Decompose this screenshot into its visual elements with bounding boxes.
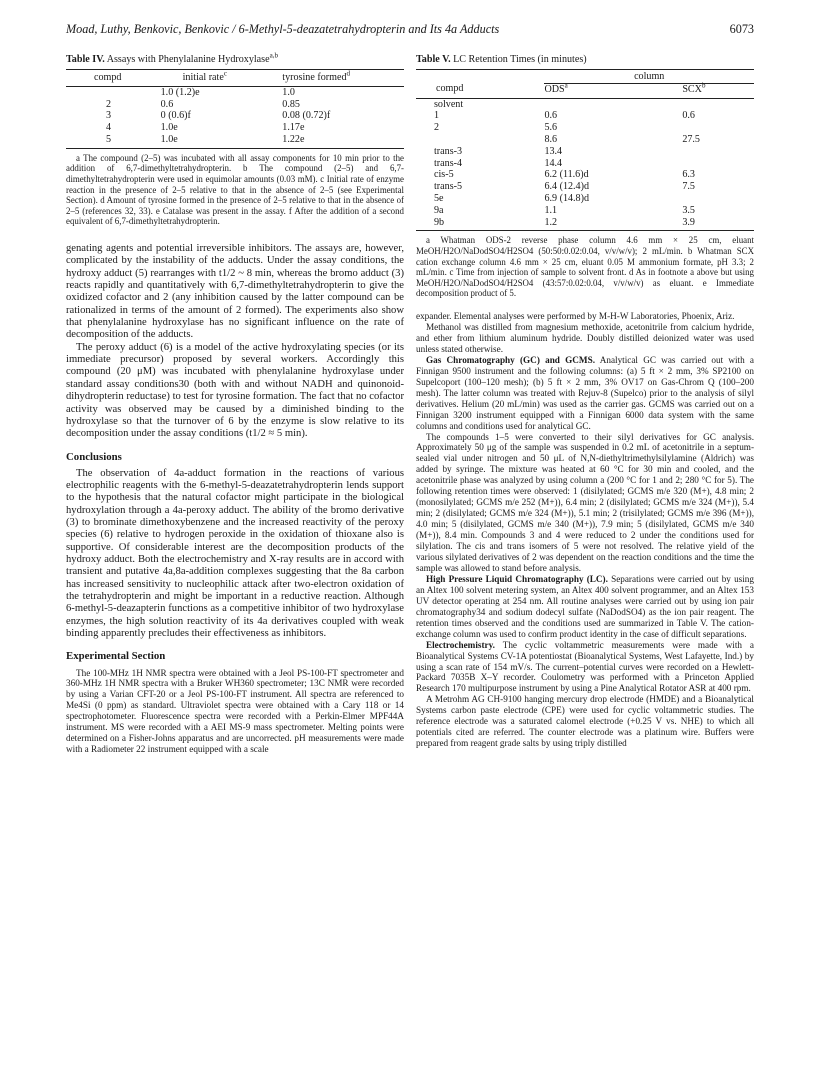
- experimental-heading: Experimental Section: [66, 650, 166, 663]
- table5-cell: 8.6: [544, 134, 558, 146]
- running-head-title: Moad, Luthy, Benkovic, Benkovic / 6-Methyl-5-deazatetrahydropterin and Its 4a Adducts: [66, 22, 500, 36]
- hplc-heading: High Pressure Liquid Chromatography (LC).: [426, 573, 608, 584]
- table4-row: [66, 122, 404, 134]
- table-4-caption-sup: a,b: [269, 51, 279, 60]
- table-4-caption: [66, 51, 404, 66]
- table5-cell: 5.6: [544, 122, 558, 134]
- paragraph: A Metrohm AG CH-9100 hanging mercury drop electrode (HMDE) and a Bioanalytical Systems carbon paste electrode (CPE) were used for cyclic voltammetric studies. The reference electrode was a saturated calomel electrode (+0.25 V vs. NHE) to which all potentials cited are referred. The counter electrode was a platinum wire. Buffers were prepared from reagent grade salts by using triply distilled: [416, 694, 754, 749]
- table5-cell: cis-5: [434, 169, 454, 181]
- table4-row: [66, 99, 404, 111]
- table-4-title: Assays with Phenylalanine Hydroxylase: [106, 54, 270, 65]
- table5-cell: 6.2 (11.6)d: [544, 169, 589, 181]
- table-5-header-ods: ODS$^a$: [544, 83, 682, 98]
- table5-row: [416, 193, 754, 205]
- running-header: [66, 22, 754, 38]
- table5-cell: [544, 98, 682, 110]
- table4-cell: 1.0 (1.2)e: [160, 86, 200, 98]
- table-5-label: Table V.: [416, 54, 451, 65]
- page-number: 6073: [729, 22, 754, 36]
- table-5-group-header: column: [634, 71, 665, 83]
- table4-cell: 0.08 (0.72)f: [282, 110, 331, 122]
- table5-row: [416, 98, 754, 110]
- table-5-caption: [416, 54, 754, 66]
- table5-cell: [416, 134, 544, 146]
- table5-cell: 6.9 (14.8)d: [544, 193, 590, 205]
- table5-row: [416, 181, 754, 193]
- table-5-title: LC Retention Times (in minutes): [453, 54, 587, 65]
- table5-row: [416, 217, 754, 229]
- table4-row: [66, 134, 404, 146]
- table5-cell: 0.6: [682, 110, 695, 122]
- hplc-section: [416, 574, 754, 640]
- paragraph: expander. Elemental analyses were performed by M-H-W Laboratories, Phoenix, Ariz.: [416, 311, 735, 322]
- table-4-header-compd: compd: [94, 72, 122, 84]
- table-5: [416, 69, 754, 228]
- table5-cell: trans-5: [434, 181, 463, 193]
- table-4-body: [66, 86, 404, 145]
- electrochem-text: The cyclic voltammetric measurements were made with a Bioanalytical Systems CV-1A potentiostat (Bioanalytical Systems, West Lafayette, Ind.) by using a scan rate of 154 mV/s. The current–potential curves were recorded on a Hewlett-Packard 7035B X–Y recorder. Coulometry was performed with a Princeton Applied Research 170 multipurpose instrument by using a Pine Analytical Rotator ASR at 400 rpm.: [416, 639, 754, 694]
- table5-cell: 7.5: [682, 181, 695, 193]
- right-body-text: [416, 311, 754, 749]
- table-4-footnote: a The compound (2–5) was incubated with all assay components for 10 min prior to the addition of 6,7-dimethyltetrahydropterin. b The compound (2–5) and 6,7-dimethyltetrahydropterin were used in equimolar amounts (0.03 mM). c Initial rate of enzyme reaction in the presence of 2–5 relative to that in the absence of 2–5 (see Experimental Section). d Amount of tyrosine formed in the presence of 2–5 relative to that in the absence of 2–5 (references 32, 33). e Catalase was present in the assay. f After the addition of a second equivalent of 6,7-dimethyltetrahydropterin.: [66, 152, 404, 227]
- table5-row: [416, 134, 754, 146]
- experimental-text: The 100-MHz 1H NMR spectra were obtained with a Jeol PS-100-FT spectrometer and 360-MHz 1H NMR spectra with a Bruker WH360 spectrometer; 13C NMR were recorded by using a Varian CFT-20 or a Jeol PS-100-FT instrument. All spectra are referenced to Me4Si (0 ppm) as standard. Ultraviolet spectra were obtained with a Cary 118 or 14 spectrophotometer. Fluorescence spectra were recorded with a Perkin-Elmer MPF44A instrument. MS were recorded with a AEI MS-9 mass spectrometer. Melting points were determined on a Fisher-Johns apparatus and are uncorrected. pH measurements were made with a Radiometer 22 instrument equipped with a scale: [66, 667, 404, 755]
- paragraph: genating agents and potential irreversible inhibitors. The assays are, however, complicated by the instability of the adducts. Under the assay conditions, the hydroxy adduct (5) rearranges with t1/2 ~ 8 min, whereas the bromo adduct (3) reacts rapidly and quantitatively with 6,7-dimethyltetrahydropterin to give the oxidized cofactor and 2 (any inhibition caused by the latter compound can be rationalized in terms of the amount of 2 formed). The experiments also show that phenylalanine hydroxylase has no significant influence on the rate of decomposition of the adducts.: [66, 243, 404, 341]
- table5-row: [416, 158, 754, 170]
- table5-cell: 13.4: [544, 145, 563, 157]
- electrochem-heading: Electrochemistry.: [426, 639, 495, 650]
- table4-cell: 1.0e: [160, 122, 178, 134]
- table5-cell: [682, 98, 754, 110]
- table5-row: [416, 169, 754, 181]
- table4-cell: 1.0: [282, 86, 295, 98]
- left-column: [66, 51, 404, 755]
- table-5-header-scx: SCX$^b$: [682, 83, 754, 98]
- table5-row: [416, 205, 754, 217]
- table5-cell: 9b: [434, 216, 445, 228]
- table5-cell: solvent: [434, 98, 464, 110]
- table5-cell: 6.4 (12.4)d: [544, 181, 590, 193]
- table5-cell: 1.1: [544, 204, 558, 216]
- paragraph: The peroxy adduct (6) is a model of the active hydroxylating species (or its immediate precursor) proposed by several workers. Accordingly this compound (20 μM) was incubated with phenylalanine hydroxylase under standard assay conditions30 (both with and without NADH and quinonoid-dihydropterin reductase) to test for tyrosine formation. The fact that no cofactor activity was observed may be caused by a diminished binding to the hydroxylase so that the turnover of 6 by the enzyme is slow relative to its decomposition under the assay conditions (t1/2 ≈ 5 min).: [66, 341, 404, 440]
- table5-cell: [682, 122, 754, 134]
- table5-row: [416, 122, 754, 134]
- table4-cell: 0 (0.6)f: [160, 110, 191, 122]
- table4-row: [66, 110, 404, 122]
- table5-cell: 0.6: [544, 110, 558, 122]
- table4-cell: 2: [106, 98, 112, 110]
- table4-cell: 1.17e: [282, 122, 305, 134]
- table-4-header-rate: initial rate$^c$: [182, 69, 227, 84]
- electrochem-section: [416, 640, 754, 695]
- table5-cell: 1: [434, 110, 440, 122]
- conclusions-heading: Conclusions: [66, 450, 122, 463]
- table5-cell: 6.3: [682, 169, 695, 181]
- right-column: [416, 54, 754, 749]
- table4-cell: [66, 86, 161, 98]
- table5-cell: 27.5: [682, 134, 700, 146]
- table5-cell: 14.4: [544, 157, 563, 169]
- table5-row: [416, 146, 754, 158]
- hplc-text: Separations were carried out by using an Altex 100 solvent metering system, an Altex 400 solvent programmer, and an Altex 153 UV detector operating at 254 nm. All routine analyses were carried out by using ion pair chromatography34 and sodium dodecyl sulfate (NaDodSO4) as the ion pair reagent. The retention times observed and the conditions used are summarized in Table V. The cation-exchange column was used to confirm product identity in the case of difficult separations.: [416, 573, 754, 639]
- table5-cell: 2: [434, 122, 440, 134]
- table5-cell: 3.9: [682, 216, 695, 228]
- table-5-footnote: a Whatman ODS-2 reverse phase column 4.6 mm × 25 cm, eluant MeOH/H2O/NaDodSO4/H2SO4 (50:50:0.02:0.04, v/v/w/v); 2 mL/min. b Whatman SCX cation exchange column 4.6 mm × 25 cm, eluant 0.05 M ammonium formate, pH 3.3; 2 mL/min. c Time from injection of sample to solvent front. d As in footnote a above but using MeOH/H2O/NaDodSO4/H2SO4 (43:57:0.02:0.04, v/v/w/v) as eluant. e Immediate decomposition product of 5.: [416, 235, 754, 299]
- gc-heading: Gas Chromatography (GC) and GCMS.: [426, 354, 595, 365]
- table4-cell: 5: [106, 134, 112, 146]
- table5-cell: [682, 158, 754, 170]
- table4-cell: 0.6: [160, 98, 174, 110]
- gc-section: [416, 355, 754, 432]
- table5-cell: 9a: [434, 204, 444, 216]
- table-5-header-compd: compd: [436, 83, 464, 95]
- conclusions-text: The observation of 4a-adduct formation in the reactions of various electrophilic reagents with the 6-methyl-5-deazatetrahydropterin lends support to the hypothesis that the natural cofactor might participate in the biological hydroxylation through a 4a-peroxy adduct. The ability of the bromo derivative (3) to brominate dimethoxybenzene and the increased reactivity of the peroxy species (6) relative to hydrogen peroxide in the oxidation of thioxane also is supportive. Of considerable interest are the decomposition products of the hydroxy adduct. Both the electrochemistry and X-ray results are in accord with transient and putative 4a,8a-addition complexes suggesting that the 8a carbon has increased sensitivity to nucleophilic attack after two-electron oxidation of the tetrahydropterin and might be important in a reductive reaction. Although 6-methyl-5-deazapterin functions as a competitive inhibitor of two hydroxylase enzymes, the high solution reactivity of its 4a derivatives coupled with weak binding apparently precludes their effectiveness as inhibitors.: [66, 467, 404, 640]
- table5-cell: 1.2: [544, 216, 558, 228]
- table-4-label: Table IV.: [66, 54, 105, 65]
- table-4-header-tyrosine: tyrosine formed$^d$: [282, 69, 351, 84]
- table4-cell: 3: [106, 110, 112, 122]
- table5-row: [416, 110, 754, 122]
- table4-row: [66, 86, 404, 98]
- table-4: [66, 69, 404, 146]
- paragraph: Methanol was distilled from magnesium methoxide, acetonitrile from calcium hydride, and ether from lithium aluminum hydride. Doubly distilled deionized water was used unless stated otherwise.: [416, 321, 754, 354]
- table4-cell: 1.0e: [160, 134, 178, 146]
- paragraph: The compounds 1–5 were converted to their silyl derivatives for GC analysis. Approximately 50 μg of the sample was suspended in 0.2 mL of acetonitrile in a septum-sealed vial under nitrogen and 50 μL of N,N-diethyltrimethylsilylamine (Aldrich) was added by syringe. The mixture was heated at 60 °C for 30 min and cooled, and the acetonitrile phase was analyzed by using column a (200 °C for 1 and 2; 280 °C for 5). The following retention times were observed: 1 (disilylated; GCMS m/e 320 (M+), 4.8 min; 2 (monosilylated; GCMS m/e 252 (M+)), 6.4 min; 2 (disilylated; GCMS m/e 324 (M+)), 5.4 min; 2 (disilylated; GCMS m/e 324 (M+)), 5.1 min; 2 (trisilylated; GCMS m/e 396 (M+)), 4.0 min; 5 (disilylated, GCMS m/e 340 (M+)), 7.9 min; 5 (disilylated, GCMS m/e 340 (M+)), 8.4 min. Compounds 3 and 4 were reduced to 2 under the conditions used for silylation. The cis and trans isomers of 5 were not resolved. The relative yield of the various silylated derivatives of 2 was dependent on the reaction conditions and the time the sample was allowed to stand before analysis.: [416, 431, 754, 573]
- table-5-body: [416, 98, 754, 228]
- table4-cell: 1.22e: [282, 134, 305, 146]
- table5-cell: [682, 146, 754, 158]
- table4-cell: 4: [106, 122, 112, 134]
- table5-cell: trans-4: [434, 157, 463, 169]
- gc-text: Analytical GC was carried out with a Finnigan 9500 instrument and the following columns: (a) 5 ft × 2 mm, 3% SP2100 on Supelcoport (100–120 mesh); (b) 5 ft × 2 mm, 3% OV17 on Gas-Chrom Q (100–200 mesh). The latter column was treated with Rejuv-8 (Supelco) prior to the analysis of silyl derivatives. Helium (20 mL/min) was used as the carrier gas. GCMS was carried out on a Finnigan 3200 instrument equipped with a Finnigan 6000 data system with the same columns and conditions used for analytical GC.: [416, 354, 754, 431]
- table5-cell: [682, 193, 754, 205]
- table5-cell: 3.5: [682, 204, 695, 216]
- table4-cell: 0.85: [282, 98, 300, 110]
- table5-cell: 5e: [434, 193, 444, 205]
- table5-cell: trans-3: [434, 145, 463, 157]
- left-body-text: [66, 243, 404, 441]
